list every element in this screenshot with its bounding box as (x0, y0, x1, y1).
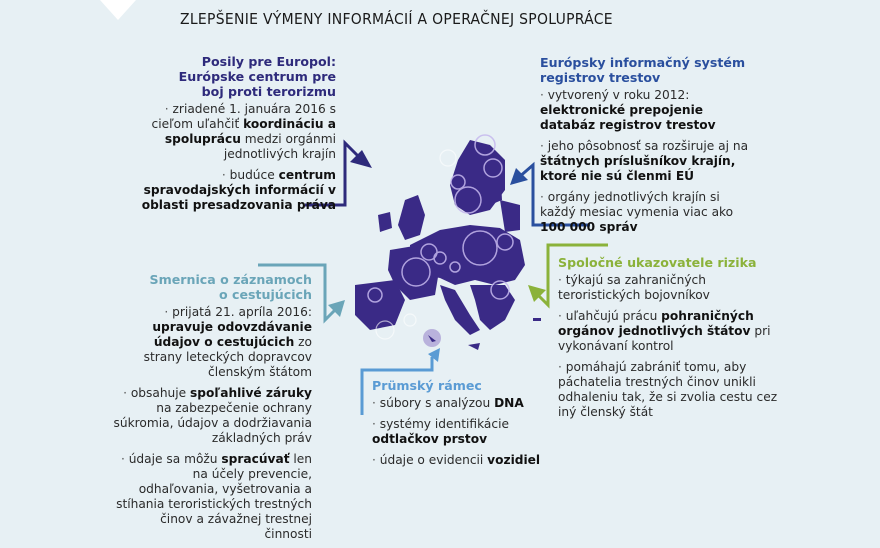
ecris-heading: Európsky informačný systém registrov trestov (540, 55, 746, 85)
list-item: · údaje o evidencii vozidiel (372, 453, 541, 467)
ecris-list (540, 88, 755, 235)
list-item: · orgány jednotlivých krajín si každý mesiac vymenia viac ako 100 000 správ (540, 190, 734, 234)
europol-heading: Posily pre Europol: Európske centrum pre boj proti terorizmu (178, 54, 336, 99)
europol-list (138, 102, 336, 213)
prum-heading: Prümský rámec (372, 378, 482, 393)
europol-section (138, 54, 336, 219)
list-item: · prijatá 21. apríla 2016: upravuje odovzdávanie údajov o cestujúcich zo strany leteckých dopravcov členským štátom (143, 305, 312, 379)
pnr-section (112, 272, 312, 548)
list-item: · údaje sa môžu spracúvať len na účely prevencie, odhaľovania, vyšetrovania a stíhania teroristických trestných činov a závažnej trestnej činnosti (116, 452, 312, 541)
list-item: · budúce centrum spravodajských informácií v oblasti presadzovania práva (141, 168, 336, 212)
page-title: ZLEPŠENIE VÝMENY INFORMÁCIÍ A OPERAČNEJ SPOLUPRÁCE (180, 10, 613, 28)
prum-list (372, 396, 542, 468)
pnr-heading: Smernica o záznamoch o cestujúcich (149, 272, 312, 302)
pnr-list (112, 305, 312, 542)
list-item: · uľahčujú prácu pohraničných orgánov jednotlivých štátov pri vykonávaní kontrol (558, 309, 771, 353)
list-item: · jeho pôsobnosť sa rozširuje aj na štátnych príslušníkov krajín, ktoré nie sú členmi EÚ (540, 139, 749, 183)
ecris-section (540, 55, 755, 241)
risk-heading: Spoločné ukazovatele rizika (558, 255, 757, 270)
list-item: · týkajú sa zahraničných teroristických bojovníkov (558, 273, 710, 302)
list-item: · systémy identifikácie odtlačkov prstov (372, 417, 509, 446)
prum-section (372, 378, 542, 474)
list-item: · pomáhajú zabrániť tomu, aby páchatelia trestných činov unikli odhaleniu tak, že si zvolia cestu cez iný členský štát (558, 360, 778, 419)
list-item: · zriadené 1. januára 2016 s cieľom uľahčiť koordináciu a spoluprácu medzi orgánmi jednotlivých krajín (151, 102, 336, 161)
risk-indicators-section (558, 255, 783, 426)
list-item: · vytvorený v roku 2012: elektronické prepojenie databáz registrov trestov (540, 88, 716, 132)
list-item: · súbory s analýzou DNA (372, 396, 524, 410)
list-item: · obsahuje spoľahlivé záruky na zabezpečenie ochrany súkromia, údajov a dodržiavania základných práv (113, 386, 312, 445)
risk-list (558, 273, 783, 420)
